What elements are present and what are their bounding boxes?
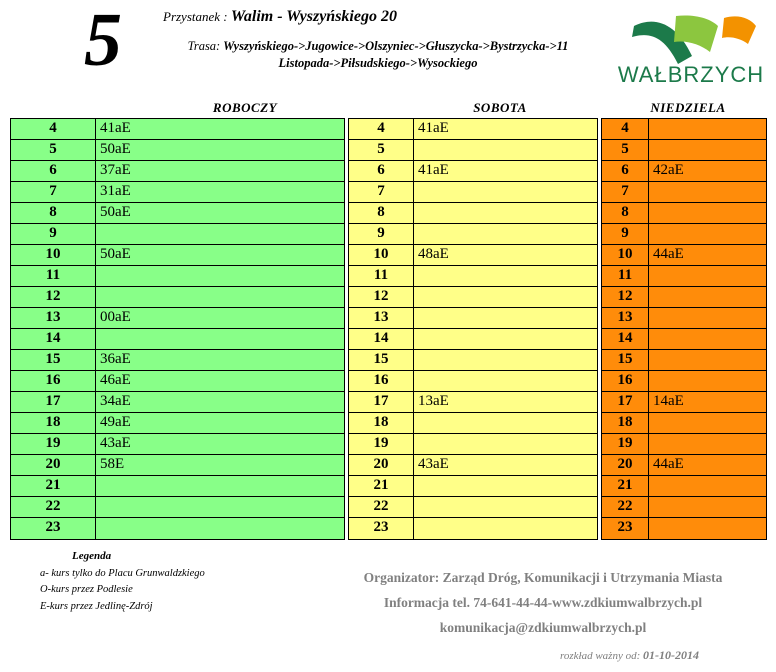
- stop-heading: [163, 8, 397, 26]
- legend-item: a- kurs tylko do Placu Grunwaldzkiego: [40, 568, 205, 579]
- table-row: [349, 350, 597, 371]
- hour-cell: 9: [11, 224, 96, 244]
- hour-cell: 4: [11, 119, 96, 139]
- hour-cell: 14: [11, 329, 96, 349]
- minutes-cell: [414, 329, 597, 349]
- column-heading-sunday: NIEDZIELA: [650, 100, 726, 115]
- table-row: [602, 119, 766, 140]
- table-row: [602, 182, 766, 203]
- table-row: [602, 203, 766, 224]
- minutes-cell: [649, 308, 766, 328]
- minutes-cell: [649, 140, 766, 160]
- table-row: [349, 434, 597, 455]
- table-row: [349, 140, 597, 161]
- minutes-cell: [96, 497, 344, 517]
- table-row: [602, 140, 766, 161]
- timetable-column-sunday: [601, 118, 767, 540]
- minutes-cell: [414, 266, 597, 286]
- hour-cell: 21: [602, 476, 649, 496]
- hour-cell: 15: [349, 350, 414, 370]
- hour-cell: 23: [602, 518, 649, 539]
- minutes-cell: [414, 224, 597, 244]
- minutes-cell: [649, 224, 766, 244]
- minutes-cell: 00aE: [100, 309, 131, 325]
- table-row: [349, 308, 597, 329]
- table-row: [11, 287, 344, 308]
- hour-cell: 16: [349, 371, 414, 391]
- hour-cell: 21: [349, 476, 414, 496]
- minutes-cell: [414, 518, 597, 539]
- minutes-cell: [649, 434, 766, 454]
- hour-cell: 7: [602, 182, 649, 202]
- hour-cell: 19: [11, 434, 96, 454]
- minutes-cell: [649, 371, 766, 391]
- minutes-cell: 36aE: [100, 351, 131, 367]
- minutes-cell: [414, 350, 597, 370]
- table-row: [11, 308, 344, 329]
- valid-from-label: rozkład ważny od:: [560, 650, 641, 662]
- hour-cell: 16: [11, 371, 96, 391]
- minutes-cell: [96, 518, 344, 539]
- hour-cell: 17: [602, 392, 649, 412]
- minutes-cell: [649, 329, 766, 349]
- minutes-cell: 43aE: [100, 435, 131, 451]
- table-row: [11, 266, 344, 287]
- hour-cell: 13: [349, 308, 414, 328]
- walbrzych-logo: [618, 4, 764, 90]
- hour-cell: 11: [602, 266, 649, 286]
- hour-cell: 17: [11, 392, 96, 412]
- table-row: [602, 224, 766, 245]
- table-row: [602, 329, 766, 350]
- table-row: [349, 497, 597, 518]
- hour-cell: 23: [349, 518, 414, 539]
- table-row: [602, 266, 766, 287]
- hour-cell: 18: [11, 413, 96, 433]
- table-row: [349, 392, 597, 413]
- route-path: Wyszyńskiego->Jugowice->Olszyniec->Głuszycka->Bystrzycka->11 Listopada->Piłsudskiego->Wysockiego: [223, 39, 569, 70]
- minutes-cell: [414, 308, 597, 328]
- table-row: [349, 329, 597, 350]
- hour-cell: 4: [602, 119, 649, 139]
- minutes-cell: [414, 434, 597, 454]
- table-row: [11, 203, 344, 224]
- legend: [40, 550, 305, 615]
- hour-cell: 4: [349, 119, 414, 139]
- table-row: [602, 287, 766, 308]
- timetable-column-weekday: [10, 118, 345, 540]
- table-row: [349, 266, 597, 287]
- table-row: [11, 350, 344, 371]
- table-row: [11, 392, 344, 413]
- footer-organizer: Organizator: Zarząd Dróg, Komunikacji i Utrzymania Miasta: [363, 570, 723, 585]
- table-row: [602, 350, 766, 371]
- footer-email: komunikacja@zdkiumwalbrzych.pl: [439, 619, 647, 635]
- table-row: [602, 245, 766, 266]
- hour-cell: 18: [349, 413, 414, 433]
- column-heading-saturday: SOBOTA: [473, 100, 527, 115]
- hour-cell: 5: [11, 140, 96, 160]
- minutes-cell: [414, 413, 597, 433]
- minutes-cell: 46aE: [100, 372, 131, 388]
- table-row: [349, 413, 597, 434]
- hour-cell: 20: [349, 455, 414, 475]
- stop-name: Walim - Wyszyńskiego 20: [230, 8, 397, 25]
- minutes-cell: [414, 203, 597, 223]
- stop-label: Przystanek :: [163, 9, 228, 24]
- table-row: [602, 413, 766, 434]
- hour-cell: 10: [11, 245, 96, 265]
- table-row: [11, 161, 344, 182]
- table-row: [11, 518, 344, 539]
- minutes-cell: 43aE: [418, 456, 449, 472]
- table-row: [349, 119, 597, 140]
- table-row: [349, 476, 597, 497]
- table-row: [11, 245, 344, 266]
- minutes-cell: 49aE: [100, 414, 131, 430]
- hour-cell: 6: [11, 161, 96, 181]
- table-row: [11, 497, 344, 518]
- footer: [310, 566, 776, 641]
- route-description: [163, 38, 593, 72]
- hour-cell: 11: [11, 266, 96, 286]
- minutes-cell: 41aE: [418, 162, 449, 178]
- minutes-cell: 13aE: [418, 393, 449, 409]
- minutes-cell: [649, 287, 766, 307]
- minutes-cell: [649, 203, 766, 223]
- hour-cell: 13: [11, 308, 96, 328]
- table-row: [602, 161, 766, 182]
- minutes-cell: [649, 266, 766, 286]
- minutes-cell: [649, 119, 766, 139]
- table-row: [349, 287, 597, 308]
- table-row: [11, 119, 344, 140]
- minutes-cell: 31aE: [100, 183, 131, 199]
- table-row: [11, 434, 344, 455]
- minutes-cell: [96, 329, 344, 349]
- hour-cell: 12: [11, 287, 96, 307]
- table-row: [602, 434, 766, 455]
- hour-cell: 12: [349, 287, 414, 307]
- page-header: [0, 0, 776, 96]
- minutes-cell: 50aE: [100, 246, 131, 262]
- minutes-cell: 44aE: [653, 246, 684, 262]
- hour-cell: 15: [602, 350, 649, 370]
- table-row: [11, 371, 344, 392]
- route-number: 5: [84, 0, 120, 82]
- hour-cell: 7: [349, 182, 414, 202]
- table-row: [349, 245, 597, 266]
- minutes-cell: 14aE: [653, 393, 684, 409]
- hour-cell: 10: [602, 245, 649, 265]
- table-row: [11, 329, 344, 350]
- table-row: [11, 476, 344, 497]
- minutes-cell: [414, 371, 597, 391]
- legend-title: Legenda: [72, 550, 112, 562]
- minutes-cell: 34aE: [100, 393, 131, 409]
- minutes-cell: 42aE: [653, 162, 684, 178]
- minutes-cell: [649, 476, 766, 496]
- footer-info: Informacja tel. 74-641-44-44-www.zdkiumwalbrzych.pl: [383, 594, 703, 610]
- route-prefix-label: Trasa:: [187, 39, 221, 53]
- table-row: [349, 182, 597, 203]
- hour-cell: 6: [349, 161, 414, 181]
- table-row: [11, 413, 344, 434]
- minutes-cell: [649, 413, 766, 433]
- table-row: [349, 161, 597, 182]
- table-row: [11, 140, 344, 161]
- table-row: [349, 224, 597, 245]
- minutes-cell: [414, 140, 597, 160]
- hour-cell: 23: [11, 518, 96, 539]
- hour-cell: 22: [349, 497, 414, 517]
- hour-cell: 22: [602, 497, 649, 517]
- table-row: [349, 518, 597, 539]
- table-row: [349, 455, 597, 476]
- minutes-cell: [96, 224, 344, 244]
- hour-cell: 22: [11, 497, 96, 517]
- hour-cell: 15: [11, 350, 96, 370]
- table-row: [602, 371, 766, 392]
- hour-cell: 7: [11, 182, 96, 202]
- hour-cell: 19: [602, 434, 649, 454]
- table-row: [11, 455, 344, 476]
- table-row: [602, 392, 766, 413]
- minutes-cell: [649, 182, 766, 202]
- hour-cell: 9: [602, 224, 649, 244]
- minutes-cell: 50aE: [100, 141, 131, 157]
- table-row: [602, 518, 766, 539]
- hour-cell: 6: [602, 161, 649, 181]
- minutes-cell: 48aE: [418, 246, 449, 262]
- legend-item: E-kurs przez Jedlinę-Zdrój: [40, 600, 153, 612]
- minutes-cell: [96, 476, 344, 496]
- minutes-cell: [96, 287, 344, 307]
- table-row: [349, 203, 597, 224]
- minutes-cell: [414, 497, 597, 517]
- hour-cell: 19: [349, 434, 414, 454]
- minutes-cell: 50aE: [100, 204, 131, 220]
- hour-cell: 21: [11, 476, 96, 496]
- table-row: [602, 497, 766, 518]
- table-row: [602, 455, 766, 476]
- minutes-cell: 41aE: [100, 120, 131, 136]
- hour-cell: 10: [349, 245, 414, 265]
- hour-cell: 18: [602, 413, 649, 433]
- logo-wordmark: WAŁBRZYCH: [618, 62, 764, 87]
- hour-cell: 5: [602, 140, 649, 160]
- minutes-cell: 37aE: [100, 162, 131, 178]
- table-row: [602, 308, 766, 329]
- hour-cell: 20: [11, 455, 96, 475]
- minutes-cell: [649, 350, 766, 370]
- hour-cell: 14: [349, 329, 414, 349]
- hour-cell: 12: [602, 287, 649, 307]
- hour-cell: 20: [602, 455, 649, 475]
- hour-cell: 9: [349, 224, 414, 244]
- timetable: [10, 118, 768, 540]
- minutes-cell: [96, 266, 344, 286]
- table-row: [602, 476, 766, 497]
- hour-cell: 13: [602, 308, 649, 328]
- legend-item: O-kurs przez Podlesie: [40, 584, 133, 596]
- minutes-cell: [414, 476, 597, 496]
- hour-cell: 5: [349, 140, 414, 160]
- minutes-cell: 58E: [100, 456, 125, 472]
- minutes-cell: [649, 497, 766, 517]
- minutes-cell: 44aE: [653, 456, 684, 472]
- hour-cell: 8: [602, 203, 649, 223]
- hour-cell: 8: [349, 203, 414, 223]
- minutes-cell: 41aE: [418, 120, 449, 136]
- hour-cell: 17: [349, 392, 414, 412]
- table-row: [11, 224, 344, 245]
- column-heading-weekday: ROBOCZY: [212, 100, 278, 115]
- table-row: [11, 182, 344, 203]
- minutes-cell: [649, 518, 766, 539]
- hour-cell: 8: [11, 203, 96, 223]
- valid-from: [560, 648, 770, 663]
- minutes-cell: [414, 287, 597, 307]
- minutes-cell: [414, 182, 597, 202]
- hour-cell: 16: [602, 371, 649, 391]
- timetable-column-saturday: [348, 118, 598, 540]
- hour-cell: 14: [602, 329, 649, 349]
- table-row: [349, 371, 597, 392]
- hour-cell: 11: [349, 266, 414, 286]
- valid-from-date: 01-10-2014: [643, 648, 700, 662]
